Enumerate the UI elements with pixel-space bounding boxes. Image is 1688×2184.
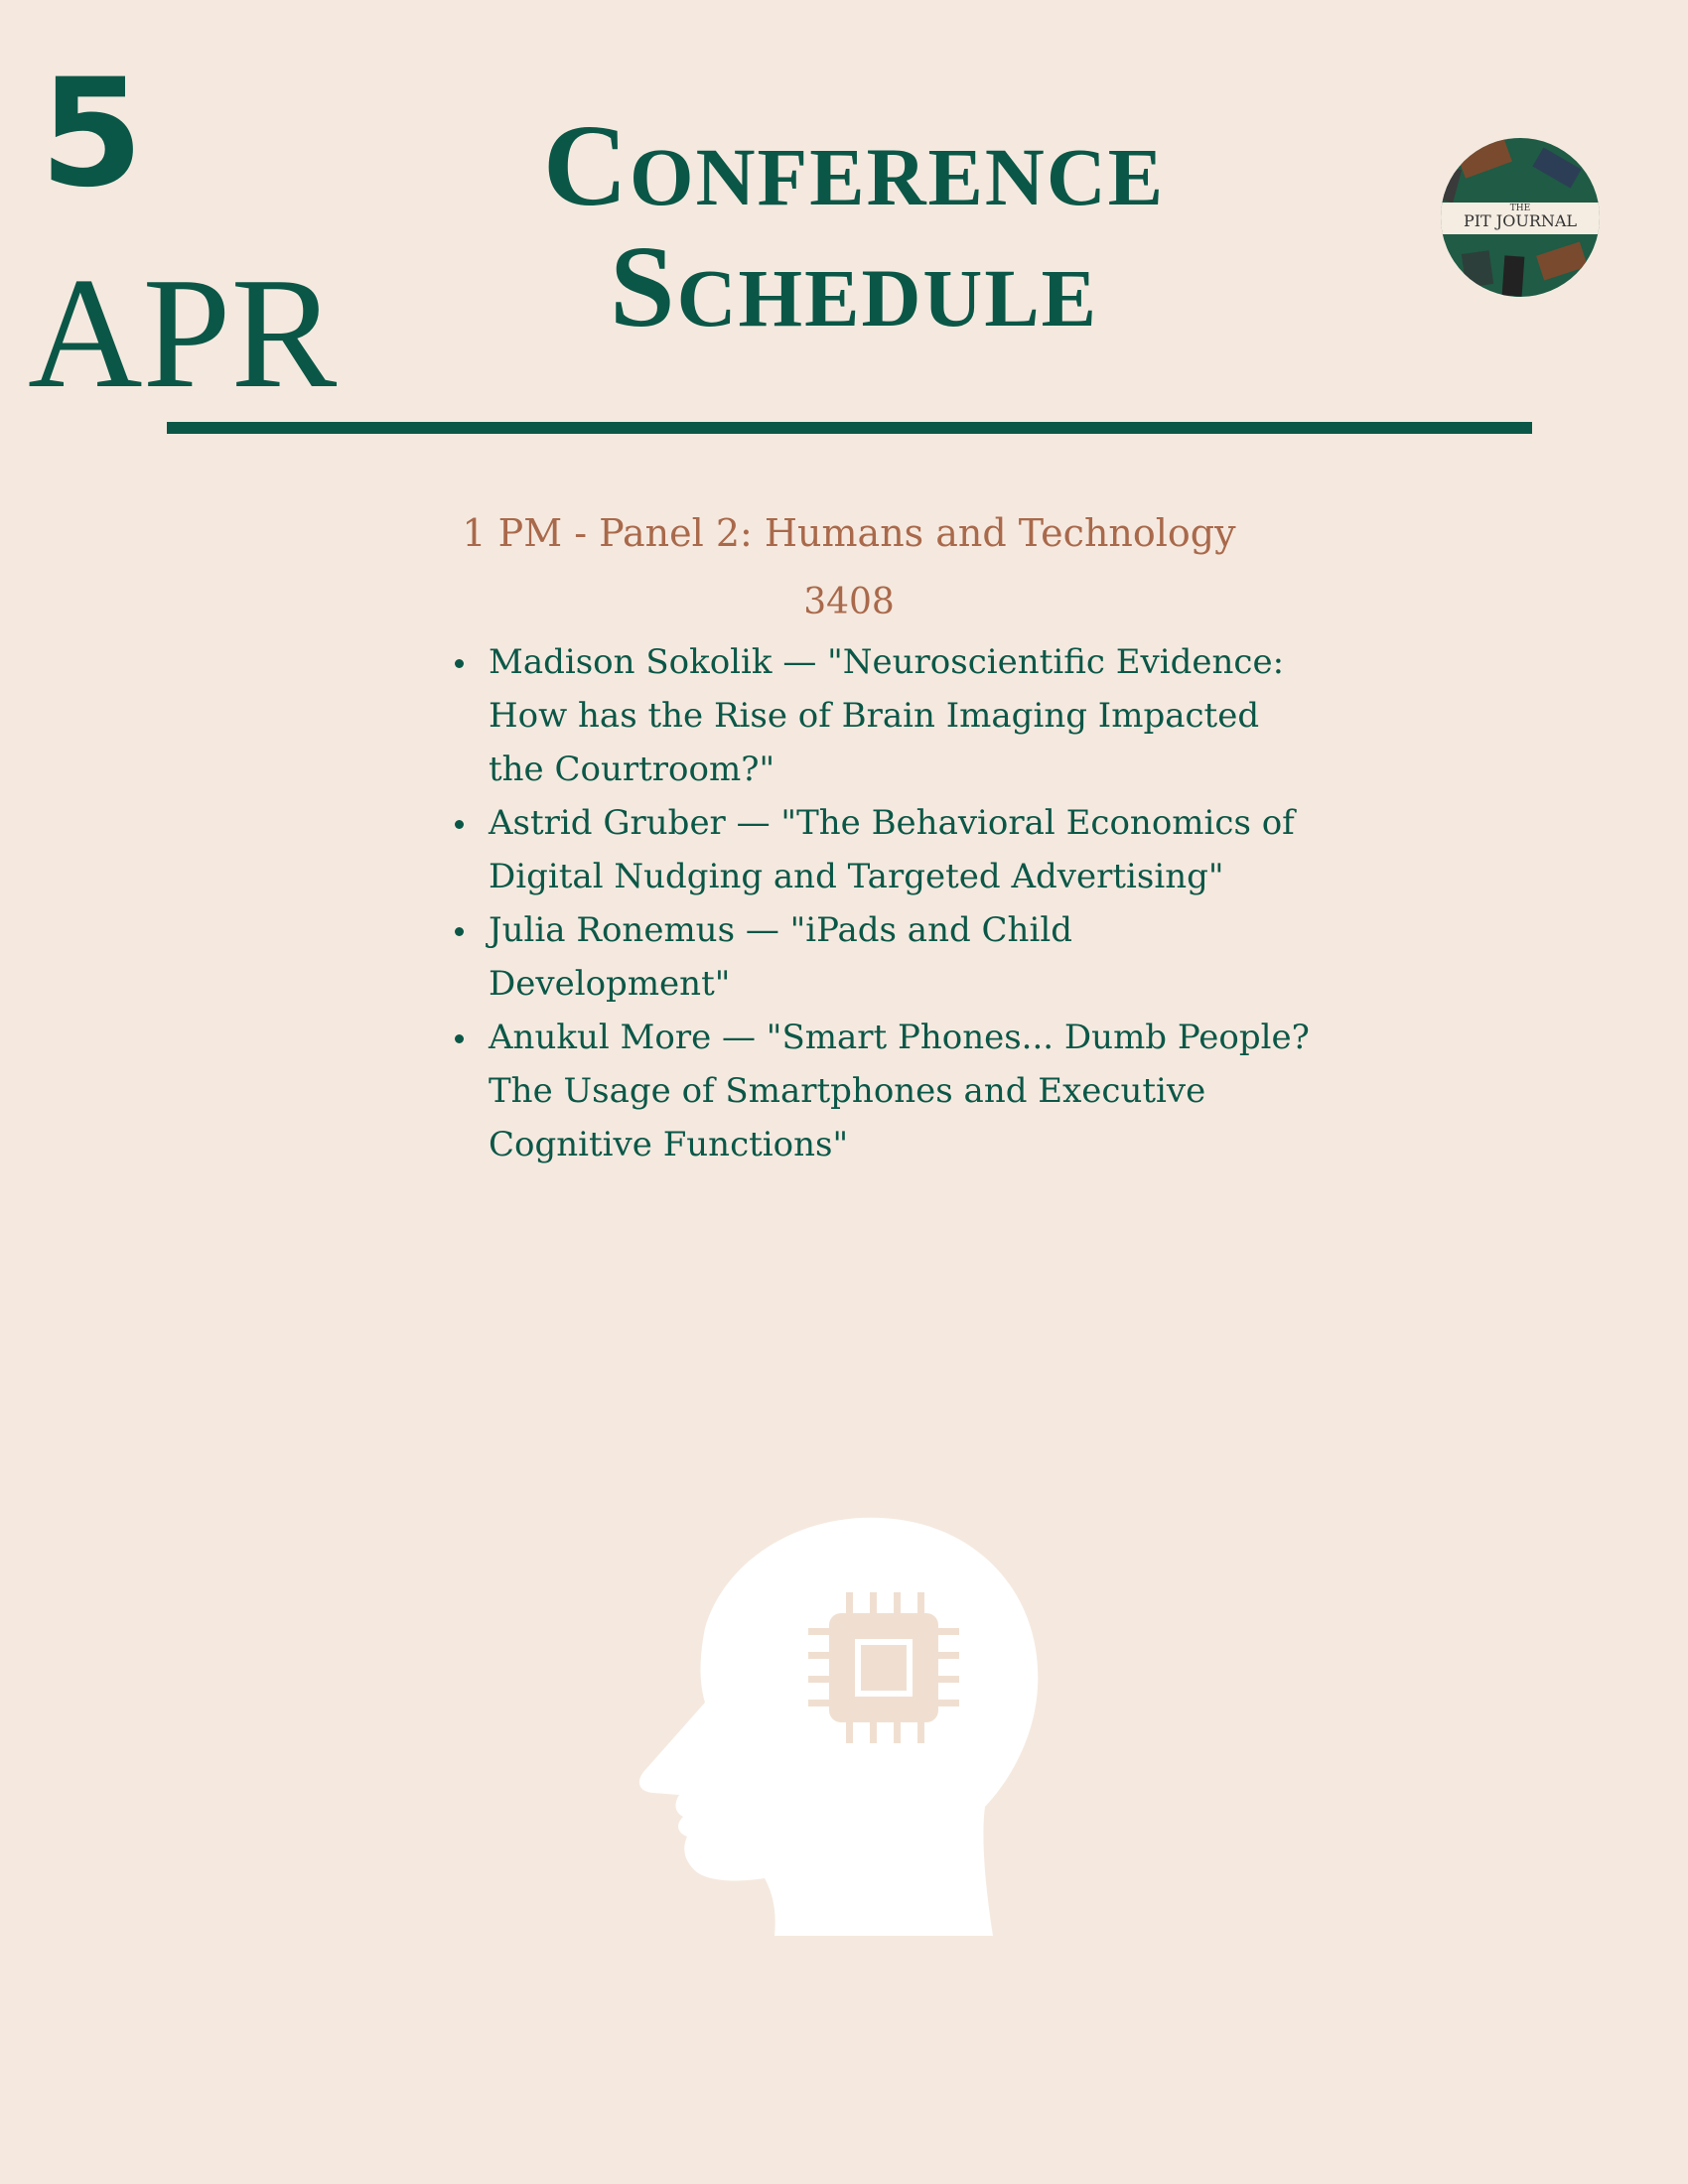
talk-item: Julia Ronemus — "iPads and Child Development": [489, 903, 1323, 1011]
date-month: APR: [28, 244, 338, 421]
talk-item: Madison Sokolik — "Neuroscientific Evidence: How has the Rise of Brain Imaging Impacted the Courtroom?": [489, 635, 1323, 796]
page-title: [452, 100, 1256, 351]
talk-list: [449, 635, 1323, 1171]
logo-label-text: PIT JOURNAL: [1463, 211, 1578, 230]
date-day: 5: [40, 48, 144, 220]
talk-item: Astrid Gruber — "The Behavioral Economics of Digital Nudging and Targeted Advertising": [489, 796, 1323, 903]
head-chip-icon: [616, 1489, 1053, 1946]
session-title: 1 PM - Panel 2: Humans and Technology: [462, 511, 1236, 555]
title-line-2: Schedule: [609, 221, 1099, 351]
talk-item: Anukul More — "Smart Phones... Dumb People? The Usage of Smartphones and Executive Cognitive Functions": [489, 1011, 1323, 1171]
journal-logo-icon: [1440, 137, 1601, 298]
session-room: 3408: [803, 582, 895, 622]
title-line-1: Conference: [542, 100, 1166, 230]
logo-prefix-text: THE: [1509, 204, 1531, 213]
header-divider: [167, 422, 1532, 434]
